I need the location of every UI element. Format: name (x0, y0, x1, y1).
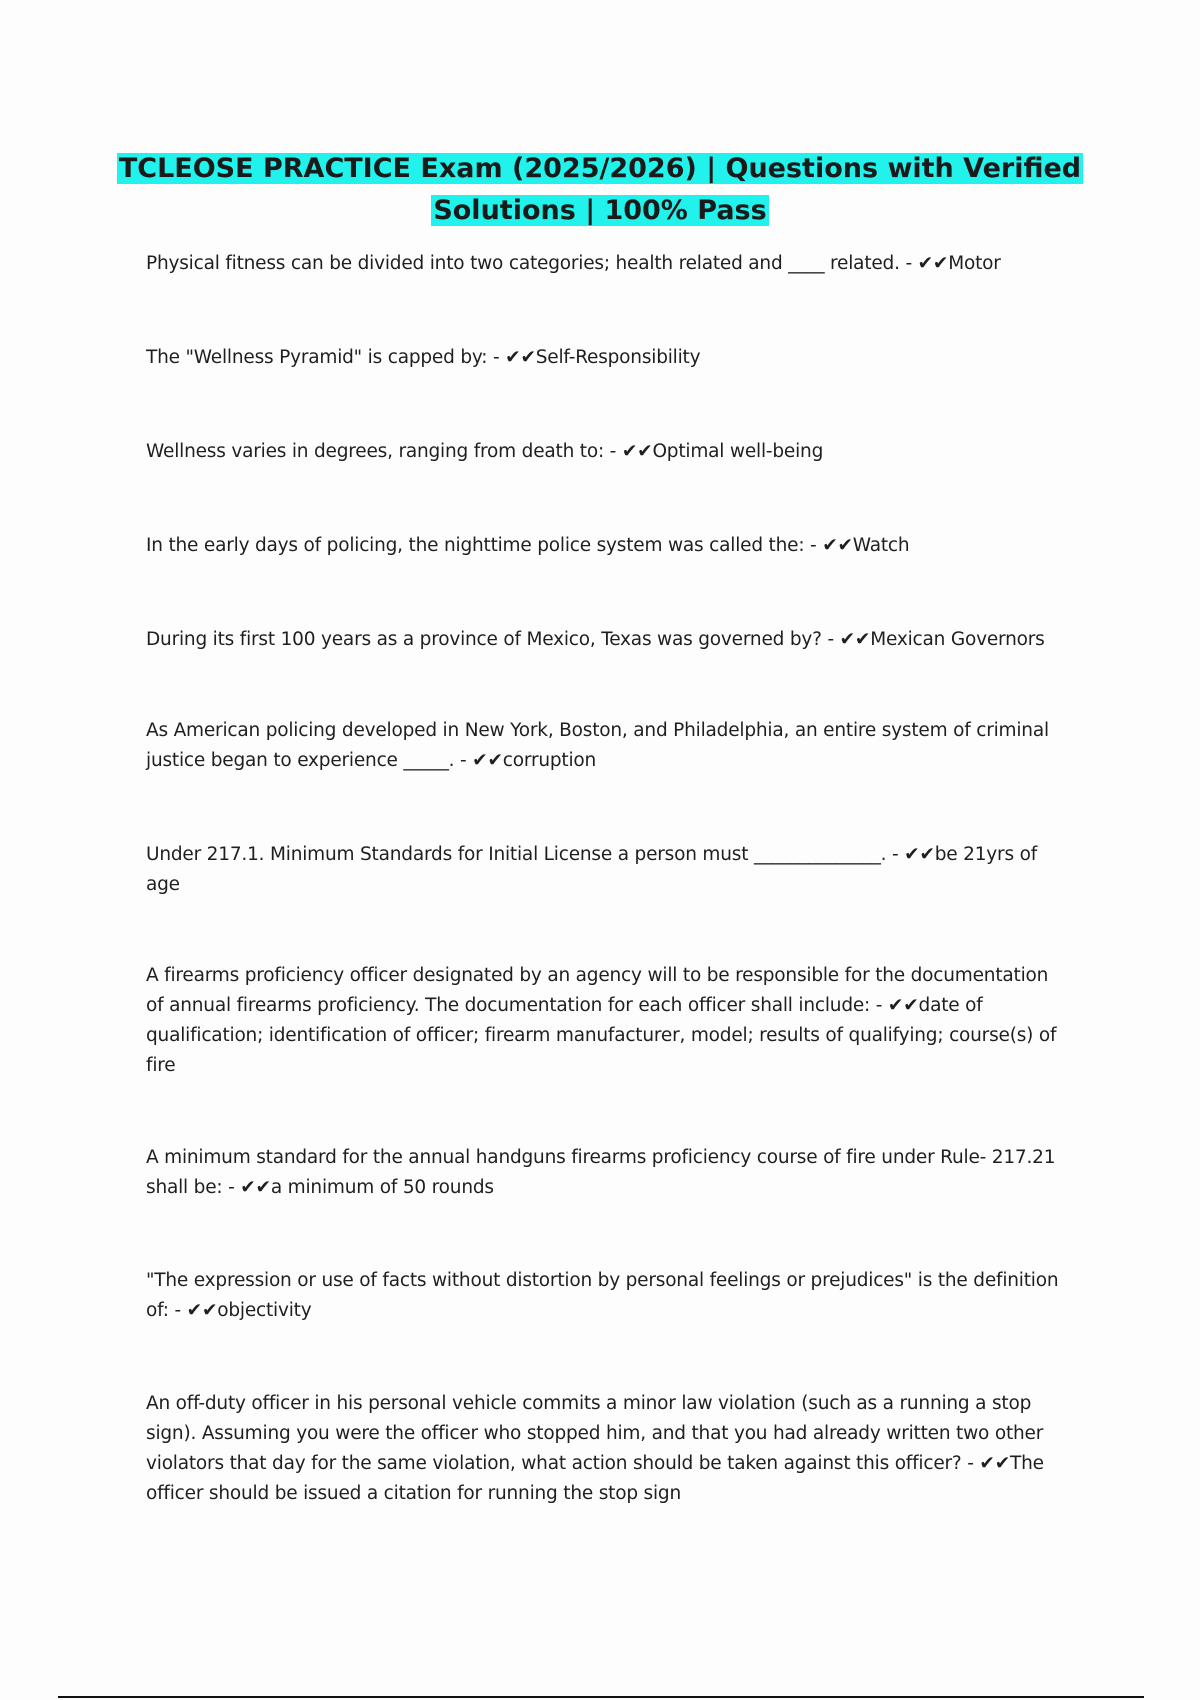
qa-item-10: "The expression or use of facts without distortion by personal feelings or prejudices" is the definition of: - ✔✔objectivity (146, 1270, 1059, 1321)
page-bottom-rule (58, 1696, 1144, 1698)
document-title (0, 148, 1200, 232)
qa-item-11: An off-duty officer in his personal vehicle commits a minor law violation (such as a running a stop sign). Assuming you were the officer who stopped him, and that you had already written two other violators that day for the same violation, what action should be taken against this officer? - ✔✔The officer should be issued a citation for running the stop sign (146, 1393, 1044, 1504)
title-line-1: TCLEOSE PRACTICE Exam (2025/2026) | Questions with Verified (118, 153, 1082, 184)
title-line-2: Solutions | 100% Pass (433, 195, 767, 226)
qa-item-8: A firearms proficiency officer designated by an agency will to be responsible for the documentation of annual firearms proficiency. The documentation for each officer shall include: - ✔✔date of qualification; identification of officer; firearm manufacturer, model; results of qualifying; course(s) of fire (146, 965, 1057, 1076)
qa-item-5: During its first 100 years as a province of Mexico, Texas was governed by? - ✔✔Mexican Governors (146, 629, 1045, 650)
qa-item-4: In the early days of policing, the nighttime police system was called the: - ✔✔Watch (146, 535, 910, 556)
qa-item-1: Physical fitness can be divided into two categories; health related and ____ related. - ✔✔Motor (146, 253, 1001, 274)
qa-item-2: The "Wellness Pyramid" is capped by: - ✔✔Self-Responsibility (146, 347, 701, 368)
qa-item-9: A minimum standard for the annual handguns firearms proficiency course of fire under Rule- 217.21 shall be: - ✔✔a minimum of 50 rounds (146, 1147, 1056, 1198)
qa-item-6: As American policing developed in New York, Boston, and Philadelphia, an entire system of criminal justice began to experience _____. - ✔✔corruption (146, 720, 1049, 771)
qa-item-3: Wellness varies in degrees, ranging from death to: - ✔✔Optimal well-being (146, 441, 824, 462)
qa-item-7: Under 217.1. Minimum Standards for Initial License a person must ______________. - ✔✔be 21yrs of age (146, 844, 1038, 895)
